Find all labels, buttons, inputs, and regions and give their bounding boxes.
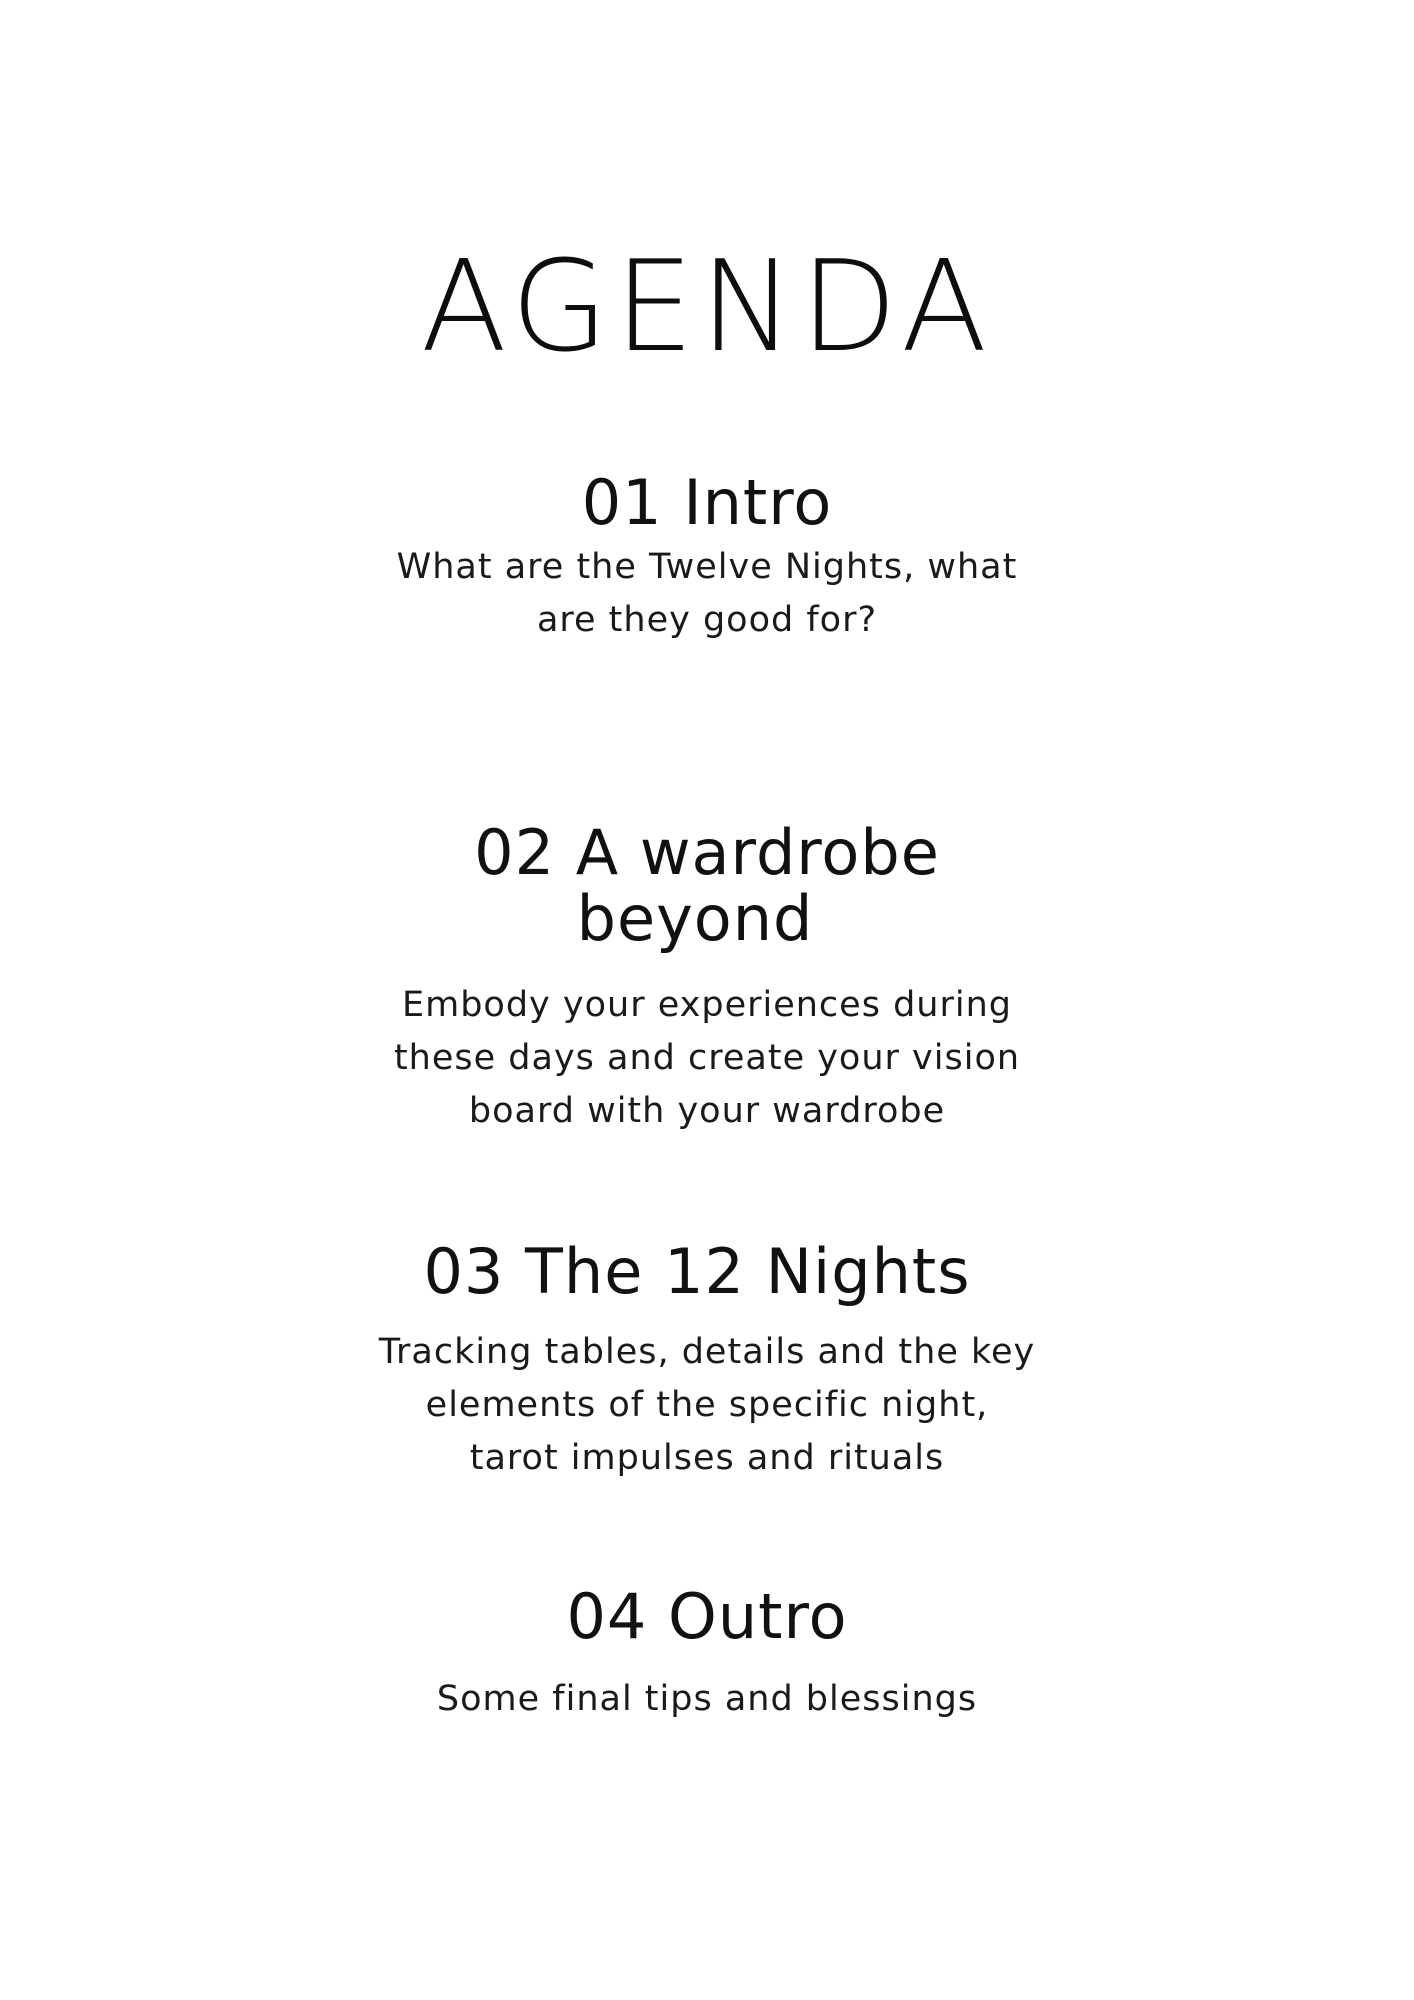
agenda-item-3-desc-line-3: tarot impulses and rituals <box>469 1438 945 1478</box>
agenda-item-1-heading <box>0 466 1414 539</box>
agenda-item-2-heading-line-1: 02 A wardrobe <box>474 816 940 889</box>
agenda-item-2-heading <box>0 816 1414 955</box>
agenda-item-1-desc-line-2: are they good for? <box>536 600 878 640</box>
agenda-item-3-desc-line-2: elements of the specific night, <box>425 1385 989 1425</box>
agenda-item-1-heading-line-1: 01 Intro <box>581 466 833 539</box>
agenda-item-2-desc-line-2: these days and create your vision <box>393 1038 1021 1078</box>
agenda-item-4-description <box>0 1673 1414 1726</box>
agenda-item-4-desc-line-1: Some final tips and blessings <box>436 1679 978 1719</box>
agenda-item-3-description <box>0 1326 1414 1485</box>
agenda-item-1-desc-line-1: What are the Twelve Nights, what <box>396 547 1018 587</box>
agenda-item-3-desc-line-1: Tracking tables, details and the key <box>378 1332 1036 1372</box>
agenda-item-1-description <box>0 541 1414 647</box>
agenda-item-2-desc-line-1: Embody your experiences during <box>402 985 1012 1025</box>
page-title: AGENDA <box>420 233 994 380</box>
agenda-item-3-heading <box>0 1235 1414 1308</box>
agenda-item-2-desc-line-3: board with your wardrobe <box>468 1091 946 1131</box>
agenda-item-2-heading-line-2: beyond <box>576 882 814 955</box>
agenda-item-2-description <box>0 979 1414 1138</box>
agenda-item-3-heading-line-1: 03 The 12 Nights <box>423 1235 971 1308</box>
agenda-item-4-heading-line-1: 04 Outro <box>566 1580 848 1653</box>
agenda-item-4-heading <box>0 1580 1414 1653</box>
